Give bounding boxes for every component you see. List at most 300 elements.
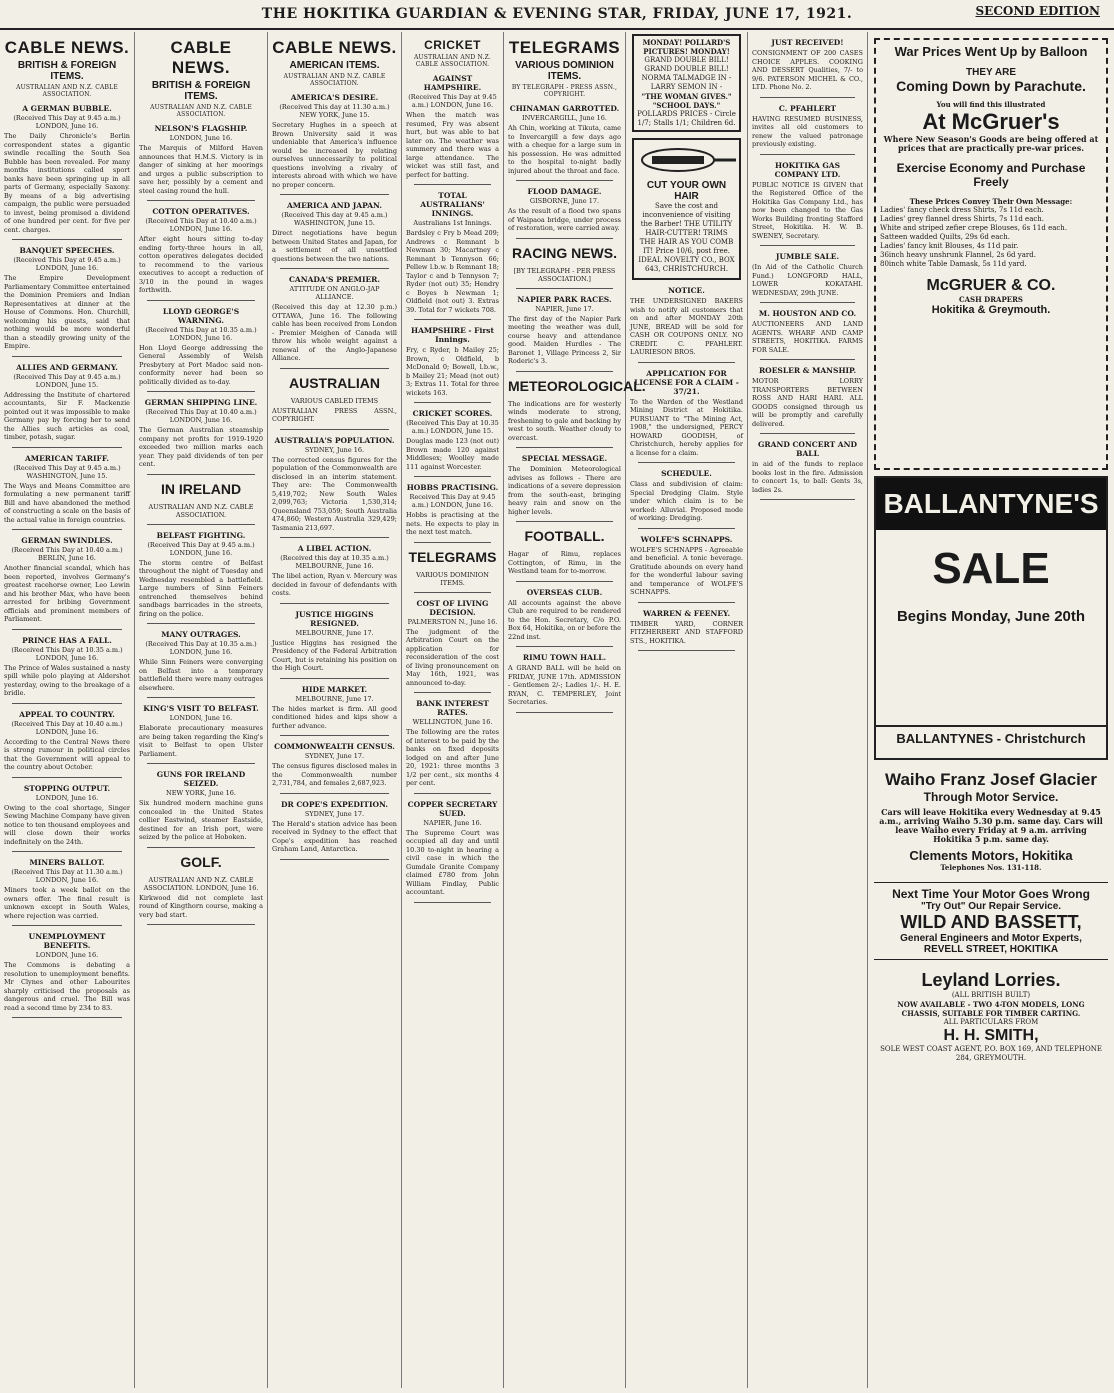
article-dateline: GISBORNE, June 17. <box>529 197 600 205</box>
article-body: After eight hours sitting to-day ending forty-three hours in all, cotton operatives delegates decided to recommend to the various executives to accept a reduction of 3/10 in the pound in wages forthwith. <box>139 235 263 294</box>
article-title: AMERICAN TARIFF. <box>24 453 110 463</box>
article-dateline: (Received This day at 9.45 a.m.) WASHINGTON, June 15. <box>281 211 388 227</box>
article-title: APPEAL TO COUNTRY. <box>19 709 115 719</box>
article-body: Fry, c Ryder, b Mailey 25; Brown, c Oldfield, b McDonald 0; Bowell, l.b.w., b Mailey 21; Mead (not out) 3; Extras 11. Total for three wickets 163. <box>406 346 499 397</box>
article-dateline: VARIOUS CABLED ITEMS <box>290 396 379 405</box>
article-body: The hides market is firm. All good conditioned hides and kips show a further advance. <box>272 704 397 730</box>
column-heading: TELEGRAMS <box>508 38 621 57</box>
article-dateline: PALMERSTON N., June 16. <box>407 617 498 626</box>
article-body: WOLFE'S SCHNAPPS - Agreeable and beneficial. A tonic beverage. Gratitude abounds on every hand for the wonderful labour saving and temperance of WOLFE'S SCHNAPPS. <box>630 545 743 596</box>
article <box>630 369 743 464</box>
divider <box>280 429 389 430</box>
article <box>139 398 263 475</box>
article-title: NOTICE. <box>668 286 705 295</box>
article-body: All accounts against the above Club are required to be rendered to the Hon. Secretary, C/o P.O. Box 64, Hokitika, on or before the 22nd inst. <box>508 598 621 641</box>
article <box>272 800 397 860</box>
article <box>508 528 621 582</box>
article-title: CHINAMAN GARROTTED. <box>509 104 620 113</box>
article-dateline: Received This Day at 9.45 a.m.) LONDON, June 16. <box>409 493 496 509</box>
article-title: STOPPING OUTPUT. <box>23 783 111 793</box>
article-title: COMMONWEALTH CENSUS. <box>274 742 395 751</box>
divider <box>12 703 122 704</box>
article-title: RACING NEWS. <box>512 244 617 261</box>
article-title: JUSTICE HIGGINS RESIGNED. <box>295 609 374 628</box>
article-dateline: AUSTRALIAN AND N.Z. CABLE ASSOCIATION. <box>148 502 254 519</box>
article <box>139 770 263 848</box>
article-dateline: (Received this day at 10.35 a.m.) MELBOURNE, June 16. <box>280 554 389 570</box>
column-heading: CABLE NEWS. <box>272 38 397 57</box>
article-dateline: WELLINGTON, June 16. <box>412 718 493 726</box>
leyland-sub: (ALL BRITISH BUILT) <box>951 991 1031 999</box>
article-body: The census figures disclosed males in the Commonwealth number 2,731,784, and females 2,687,923. <box>272 762 397 787</box>
article-title: M. HOUSTON AND CO. <box>758 309 857 318</box>
article-dateline: MELBOURNE, June 17. <box>295 628 374 637</box>
article-body: The German Australian steamship company net profits for 1919-1920 exceeded two million marks each year. They paid dividends of ten per cent. <box>139 426 263 468</box>
article <box>630 535 743 603</box>
divider <box>280 368 389 369</box>
article-dateline: SYDNEY, June 17. <box>304 809 365 818</box>
article-dateline: ATTITUDE ON ANGLO-JAP ALLIANCE. <box>289 285 380 301</box>
divider <box>12 447 122 448</box>
article-title: NAPIER PARK RACES. <box>517 294 612 304</box>
hair-cutter-icon <box>638 144 738 176</box>
article-body: The Daily Chronicle's Berlin correspondent states a gigantic swindle recalling the South Sea Bubble has been revealed. For many months institutions called sport banks have been springing up in all parts of Germany, especially Saxony. By means of a big advertising campaign, the public were persuaded to invest, being promised a dividend of one hundred per cent. for five per cent. charges. <box>4 132 130 234</box>
article <box>508 454 621 522</box>
mcgruer-line: Exercise Economy and Purchase Freely <box>896 161 1086 189</box>
column-subheading: VARIOUS DOMINION ITEMS. <box>515 60 614 82</box>
wild-location: REVELL STREET, HOKITIKA <box>923 944 1059 955</box>
divider <box>414 902 491 903</box>
article-dateline: (Received This Day at 9.45 a.m.) LONDON, June 16. <box>13 256 121 272</box>
divider <box>147 200 255 201</box>
article <box>139 531 263 625</box>
article <box>406 74 499 185</box>
article-body: The first day of the Napier Park meeting the weather was dull, course heavy and attendance good. Maiden Hurdles - The Baronet 1, Village Princess 2, Sir Roderic's 3. <box>508 314 621 365</box>
column-telegrams <box>504 32 646 1388</box>
ballantyne-name: BALLANTYNE'S <box>876 478 1106 530</box>
article-list <box>272 93 397 860</box>
price-list <box>880 206 1102 269</box>
article-dateline: LONDON, June 16. <box>35 793 99 802</box>
article-title: PRINCE HAS A FALL. <box>22 635 112 645</box>
article <box>752 309 863 360</box>
article-body: While Sinn Feiners were converging on Belfast into a temporary battlefield there were many outrages elsewhere. <box>139 658 263 692</box>
agency-credit: AUSTRALIAN AND N.Z. CABLE ASSOCIATION. <box>16 84 118 98</box>
article <box>752 104 863 155</box>
article-title: SCHEDULE. <box>661 469 712 478</box>
article <box>139 307 263 393</box>
article-title: HOBBS PRACTISING. <box>406 483 499 492</box>
leyland-address: SOLE WEST COAST AGENT, P.O. BOX 169, AND TELEPHONE 284, GREYMOUTH. <box>880 1045 1102 1062</box>
divider <box>760 433 855 434</box>
divider <box>280 194 389 195</box>
divider <box>280 268 389 269</box>
article <box>272 742 397 794</box>
article-dateline: SYDNEY, June 17. <box>304 752 365 760</box>
article-dateline: Australians 1st Innings. <box>413 219 492 227</box>
article-body: When the match was resumed, Fry was absent hurt, but was able to bat later on. The weather was summery and there was a large attendance. The wicket was still fast, and perfect for batting. <box>406 111 499 179</box>
article-body: The following are the rates of interest to be paid by the banks on fixed deposits lodged on and after June 20, 1921: three months 3 1/2 per cent., six months 4 per cent. <box>406 728 499 787</box>
article-body: A GRAND BALL will be held on FRIDAY, JUNE 17th. ADMISSION - Gentlemen 2/-; Ladies 1/-. H. E. RYAN, C. TEMPERLEY, Joint Secretaries. <box>508 664 621 706</box>
article <box>272 544 397 604</box>
article-body: Bardsley c Fry b Mead 209; Andrews c Remnant b Newman 30; Macartney c Remnant b Tennyson 66; Pellew l.b.w. b Remnant 18; Taylor c and b Tennyson 7; Ryder (not out) 35; Hendry c Boyes b Newman 1; Oldfield (not out) 3. Extras 39. Total for 7 wickets 708. <box>406 229 499 314</box>
article-body: The Empire Development Parliamentary Committee entertained the Dominion Premiers and Indian Representatives at dinner at the House of Commons. Hon. Churchill, welcoming his guests, said that nothing would be more wonderful than a steadily growing unity of the Empire. <box>4 274 130 350</box>
wild-firm-sub: General Engineers and Motor Experts, <box>900 933 1082 944</box>
masthead <box>0 0 1114 30</box>
article-title: AGAINST HAMPSHIRE. <box>423 74 482 92</box>
article-body: Miners took a week ballot on the owners offer. The final result is unknown except in South Wales, where rejection was carried. <box>4 886 130 920</box>
article-title: GERMAN SHIPPING LINE. <box>144 398 258 407</box>
mcgruer-locations: Hokitika & Greymouth. <box>931 304 1051 316</box>
article <box>508 653 621 713</box>
article <box>406 409 499 477</box>
article-title: DR COPE'S EXPEDITION. <box>280 799 389 809</box>
mcgruer-line: Coming Down by Parachute. <box>896 78 1086 94</box>
article-body: The judgment of the Arbitration Court on the application for reconsideration of the cost of living pronouncement on May 16th, 1921, was announced to-day. <box>406 627 499 687</box>
agency-credit: BY TELEGRAPH - PRESS ASSN., COPYRIGHT. <box>511 84 618 98</box>
article-dateline: (Received This Day at 10.40 a.m.) BERLIN, June 16. <box>11 546 123 562</box>
article-body: Hobbs is practising at the nets. He expects to play in the next test match. <box>406 511 499 536</box>
article <box>4 363 130 448</box>
mcgruer-line: You will find this illustrated <box>936 100 1046 109</box>
pollards-pictures-ad <box>632 34 741 132</box>
divider <box>638 602 735 603</box>
article <box>508 245 621 289</box>
divider <box>414 402 491 403</box>
divider <box>147 300 255 301</box>
article-title: CANADA'S PREMIER. <box>288 275 381 284</box>
article <box>4 104 130 240</box>
article <box>272 436 397 539</box>
divider <box>414 476 491 477</box>
waiho-body: Cars will leave Hokitika every Wednesday at 9.45 a.m., arriving Waiho 5.30 p.m. same day. Cars will leave Waiho every Friday at 9 a.m. arriving Hokitika 5 p.m. same day. <box>879 807 1103 844</box>
divider <box>12 239 122 240</box>
article <box>406 549 499 593</box>
article-title: APPLICATION FOR LICENSE FOR A CLAIM - 37/21. <box>634 368 739 396</box>
pictures-line: POLLARDS PRICES - Circle 1/7; Stalls 1/1; Children 6d. <box>637 110 736 127</box>
column-cable-british-2 <box>135 32 268 1388</box>
column-subheading: BRITISH & FOREIGN ITEMS. <box>17 60 117 82</box>
leyland-ad <box>874 966 1108 1067</box>
article-title: FOOTBALL. <box>524 528 605 544</box>
mcgruer-ad <box>874 38 1108 470</box>
article-title: COTTON OPERATIVES. <box>152 207 250 216</box>
wild-firm: WILD AND BASSETT, <box>900 912 1082 932</box>
article-dateline: NAPIER, June 16. <box>423 818 482 827</box>
article-title: HAMPSHIRE - First Innings. <box>411 326 494 344</box>
price-item: Satteen wadded Quilts, 29s 6d each. <box>880 233 1011 241</box>
divider <box>414 692 491 693</box>
divider <box>147 763 255 764</box>
article-body: Hagar of Rimu, replaces Cottington, of Rimu, in the Westland team for to-morrow. <box>508 550 621 575</box>
divider <box>147 623 255 624</box>
column-cable-british-1 <box>0 32 135 1388</box>
article-title: WARREN & FEENEY. <box>642 608 731 618</box>
article <box>508 588 621 648</box>
article-dateline: (Received This Day at 9.45 a.m.) LONDON, June 16. <box>408 93 497 109</box>
article <box>4 858 130 926</box>
mcgruer-firm-sub: CASH DRAPERS <box>959 295 1023 304</box>
article-dateline: [BY TELEGRAPH - PER PRESS ASSOCIATION.] <box>513 266 616 283</box>
article-title: ROESLER & MANSHIP. <box>758 366 857 375</box>
divider <box>516 288 613 289</box>
article-title: NELSON'S FLAGSHIP. <box>154 124 248 133</box>
article-dateline: (Received This Day at 10.35 a.m.) LONDON, June 16. <box>11 645 123 662</box>
article-title: SPECIAL MESSAGE. <box>521 454 608 463</box>
article-dateline: VARIOUS DOMINION ITEMS. <box>416 570 489 587</box>
article-dateline: (Received This Day at 10.35 a.m.) LONDON, June 16. <box>145 640 257 656</box>
article-body: To the Warden of the Westland Mining District at Hokitika. PURSUANT to "The Mining Act, 1908," the undersigned, PERCY HOWARD GOODISH, of Christchurch, hereby applies for a license for a claim. <box>630 397 743 457</box>
article-body: The libel action, Ryan v. Mercury was decided in favour of defendants with costs. <box>272 572 397 597</box>
article-body: THE UNDERSIGNED BAKERS wish to notify all customers that on and after MONDAY 20th JUNE, BREAD will be sold for CASH OR COUPONS ONLY. NO CREDIT. C. PFAHLERT. LAURIESON BROS. <box>630 297 743 356</box>
pictures-line: GRAND DOUBLE BILL! GRAND DOUBLE BILL! <box>644 56 729 73</box>
divider <box>414 184 491 185</box>
mcgruer-line: These Prices Convey Their Own Message: <box>909 197 1073 206</box>
column-cable-american <box>268 32 402 1388</box>
article <box>4 710 130 778</box>
article-body: Owing to the coal shortage, Singer Sewing Machine Company have given notice to ten thousand employees and will close down their works indefinitely on the 24th. <box>4 803 130 846</box>
article <box>139 704 263 764</box>
price-item: Ladies' grey flannel dress Shirts, 7s 11d each. <box>880 215 1045 223</box>
article-list <box>406 74 499 903</box>
article-title: RIMU TOWN HALL. <box>522 653 607 662</box>
article-dateline: (Received This Day at 11.30 a.m.) LONDON, June 16. <box>11 868 123 884</box>
article-title: JUST RECEIVED! <box>771 38 844 47</box>
divider <box>280 793 389 794</box>
article-body: According to the Central News there is strong rumour in political circles that the Government will appeal to the country about October. <box>4 737 130 771</box>
article-body: Douglas made 123 (not out) Brown made 120 against Middlesex; Woolley made 111 against Worcester. <box>406 437 499 471</box>
article-body: Six hundred modern machine guns concealed in the United States collier Eastwind, steamer Eastside, destined for an Irish port, were seized by the police at Hoboken. <box>139 799 263 841</box>
article-title: OVERSEAS CLUB. <box>526 587 603 597</box>
article-title: AUSTRALIAN <box>289 374 380 391</box>
article-body: Hon Lloyd George addressing the General Assembly of Welsh Presbytery at Port Madoc said non-conformity never had been so politically divided as to-day. <box>139 343 263 386</box>
pictures-line: "THE WOMAN GIVES." "SCHOOL DAYS." <box>641 92 732 110</box>
divider <box>638 462 735 463</box>
article-title: MANY OUTRAGES. <box>161 630 241 639</box>
pictures-line: NORMA TALMADGE IN - LARRY SEMON IN - <box>641 74 732 91</box>
divider <box>760 154 855 155</box>
article-title: HOKITIKA GAS COMPANY LTD. <box>774 160 841 179</box>
article-title: BANQUET SPEECHES. <box>19 246 115 255</box>
article-body: The Commons is debating a resolution to unemployment benefits. Mr Clynes and other Labourites sharply criticised the proposals as dangerous and cruel. The Bill was read a second time by 234 to 83. <box>4 961 130 1012</box>
article-title: GRAND CONCERT AND BALL <box>758 440 857 458</box>
leyland-body: NOW AVAILABLE - TWO 4-TON MODELS, LONG CHASSIS, SUITABLE FOR TIMBER CARTING. <box>897 1000 1085 1018</box>
article-body: PUBLIC NOTICE IS GIVEN that the Registered Office of the Hokitika Gas Company Ltd., has now been changed to the Gas Works Building fronting Stafford Street, Hokitika. H. W. B. SWENEY, Secretary. <box>752 180 863 240</box>
article <box>406 191 499 320</box>
article-body: TIMBER YARD, CORNER FITZHERBERT AND STAFFORD STS., HOKITIKA. <box>630 619 743 645</box>
divider <box>147 391 255 392</box>
column-heading: CABLE NEWS. <box>170 38 232 77</box>
divider <box>516 238 613 239</box>
waiho-phone: Telephones Nos. 131-118. <box>940 863 1042 872</box>
article-title: WOLFE'S SCHNAPPS. <box>640 534 733 544</box>
article-title: COST OF LIVING DECISION. <box>416 598 489 617</box>
article-body: The Dominion Meteorological advises as follows - There are indications of a severe depression from the south-east, bringing heavy rain and snow on the higher levels. <box>508 465 621 516</box>
article-body: The Marquis of Milford Haven announces that H.M.S. Victory is in danger of sinking at her moorings and urges a public subscription to save her, possibly by a cement and steel casing round the hull. <box>139 144 263 195</box>
article <box>508 104 621 181</box>
divider <box>280 859 389 860</box>
divider <box>12 851 122 852</box>
divider <box>516 646 613 647</box>
article-title: HIDE MARKET. <box>301 684 368 694</box>
divider <box>414 793 491 794</box>
article <box>406 483 499 543</box>
divider <box>147 524 255 525</box>
agency-credit: AUSTRALIAN AND N.Z. CABLE ASSOCIATION. <box>283 73 386 87</box>
article-list <box>139 124 263 925</box>
article <box>406 326 499 403</box>
waiho-sub: Through Motor Service. <box>923 790 1059 804</box>
article-body: Justice Higgins has resigned the Presidency of the Federal Arbitration Court, but is retaining his position on the High Court. <box>272 638 397 672</box>
article <box>4 454 130 531</box>
article-body: As the result of a flood two spans of Waipaoa bridge, under process of restoration, were carried away. <box>508 207 621 232</box>
article-dateline: NEW YORK, June 16. <box>166 789 236 797</box>
article-body: Direct negotiations have begun between United States and Japan, for a settlement of all unsettled questions between the two nations. <box>272 229 397 263</box>
divider <box>760 245 855 246</box>
column-display-ads <box>868 32 1114 1388</box>
divider <box>516 371 613 372</box>
article-body: The Supreme Court was occupied all day and until 10.30 to-night in hearing a civil case in which the Gumdale Granite Company claimed £780 from John William Findlay, Public accountant. <box>406 828 499 896</box>
article-dateline: (Received This Day at 9.45 a.m.) WASHINGTON, June 15. <box>13 463 121 480</box>
article-dateline: INVERCARGILL, June 16. <box>522 114 607 122</box>
article-body: The Herald's station advice has been received in Sydney to the effect that Cope's expedition has reached Graham Land, Antarctica. <box>272 819 397 853</box>
article-dateline: (Received This Day at 10.35 a.m.) LONDON, June 15. <box>406 419 499 435</box>
divider <box>414 542 491 543</box>
divider <box>147 474 255 475</box>
divider <box>12 629 122 630</box>
column-heading: CRICKET <box>424 38 481 52</box>
price-item: 80inch white Table Damask, 5s 11d yard. <box>880 260 1027 268</box>
divider <box>280 678 389 679</box>
article <box>406 599 499 694</box>
article-dateline: (Received This Day at 10.40 a.m.) LONDON, June 16. <box>145 217 257 233</box>
ballantyne-footer: BALLANTYNES - Christchurch <box>876 725 1106 746</box>
waiho-firm: Clements Motors, Hokitika <box>909 848 1073 863</box>
article-body: The Prince of Wales sustained a nasty spill while polo playing at Aldershot yesterday, owing to the breakage of a bridle. <box>4 663 130 697</box>
article-dateline: (Received This Day at 9.45 a.m.) LONDON, June 16. <box>147 540 255 557</box>
article-body: The Ways and Means Committee are formulating a new permanent tariff Bill and have abandoned the method of constructing a scale on the basis of the actual value in foreign countries. <box>4 481 130 524</box>
article-title: FLOOD DAMAGE. <box>527 187 602 196</box>
article-list <box>508 104 646 713</box>
agency-credit: AUSTRALIAN AND N.Z. CABLE ASSOCIATION. <box>413 54 492 68</box>
article-dateline: (Received This Day at 10.35 a.m.) LONDON, June 16. <box>145 325 257 342</box>
ballantyne-ad <box>874 476 1108 760</box>
article <box>406 699 499 794</box>
hair-cutter-body: Save the cost and inconvenience of visiting the Barber! THE UTILITY HAIR-CUTTER! TRIMS THE HAIR AS YOU COMB IT! Price 10/6, post free. IDEAL NOVELTY CO., BOX 643, CHRISTCHURCH. <box>638 202 735 273</box>
divider <box>12 356 122 357</box>
article <box>630 609 743 652</box>
divider <box>638 650 735 651</box>
column-advertisements-2 <box>748 32 868 1388</box>
divider <box>280 603 389 604</box>
mcgruer-firm: McGRUER & CO. <box>926 277 1056 294</box>
newspaper-title: THE HOKITIKA GUARDIAN & EVENING STAR, FRIDAY, JUNE 17, 1921. <box>261 6 853 22</box>
article-title: AMERICA AND JAPAN. <box>286 201 383 210</box>
divider <box>147 847 255 848</box>
divider <box>516 581 613 582</box>
article <box>406 800 499 903</box>
article-body: The indications are for westerly winds moderate to strong, freshening to gale and backing by west to south. Weather cloudy to overcast. <box>508 399 621 442</box>
article-body: (Received this day at 12.30 p.m.) OTTAWA, June 16. The following cable has been received from London - Premier Meighen of Canada will throw his whole weight against a renewal of the Anglo-Japanese Alliance. <box>272 303 397 362</box>
notice-list <box>752 38 863 500</box>
divider <box>516 712 613 713</box>
price-item: 36inch heavy unshrunk Flannel, 2s 6d yard. <box>880 251 1036 259</box>
divider <box>12 925 122 926</box>
article-title: LLOYD GEORGE'S WARNING. <box>162 306 240 325</box>
article-title: TOTAL AUSTRALIANS' INNINGS. <box>420 191 485 218</box>
article-body: MOTOR LORRY TRANSPORTERS BETWEEN ROSS AND HARI HARI. ALL GOODS consigned through us will be promptly and carefully delivered. <box>752 377 863 428</box>
article <box>752 440 863 500</box>
article-title: GOLF. <box>180 853 222 870</box>
divider <box>760 499 855 500</box>
agency-credit: AUSTRALIAN AND N.Z. CABLE ASSOCIATION. <box>150 104 252 118</box>
article-dateline: MELBOURNE, June 17. <box>295 694 374 703</box>
article-title: CRICKET SCORES. <box>412 409 493 418</box>
article-body: AUSTRALIAN PRESS ASSN., COPYRIGHT. <box>272 406 397 423</box>
divider <box>638 528 735 529</box>
article-body: Addressing the Institute of chartered accountants, Sir F. Mackenzie pointed out it was impossible to make Germany pay by forcing her to send the Allies such articles as coal, timber, potash, sugar. <box>4 390 130 441</box>
article-body: Class and subdivision of claim: Special Dredging Claim. Style under which claim is to be worked: Alluvial. Proposed mode of working: Dredging. <box>630 480 743 522</box>
article-title: C. PFAHLERT <box>778 103 837 113</box>
price-item: Ladies' fancy check dress Shirts, 7s 11d each. <box>880 206 1044 214</box>
article <box>752 161 863 247</box>
mcgruer-name: At McGruer's <box>922 109 1060 134</box>
article-title: MINERS BALLOT. <box>29 858 105 867</box>
hair-cutter-ad <box>632 138 741 280</box>
article-dateline: NAPIER, June 17. <box>535 304 594 313</box>
article <box>272 93 397 195</box>
article <box>139 481 263 525</box>
article-dateline: SYDNEY, June 16. <box>304 445 365 454</box>
waiho-ad <box>874 766 1108 876</box>
article <box>752 252 863 303</box>
article-dateline: AUSTRALIAN AND N.Z. CABLE ASSOCIATION. LONDON, June 16. <box>143 875 259 892</box>
divider <box>12 1017 122 1018</box>
article-title: BANK INTEREST RATES. <box>416 699 489 717</box>
article-body: Elaborate precautionary measures are being taken regarding the King's visit to Belfast to open Ulster Parliament. <box>139 724 263 758</box>
article-title: IN IRELAND <box>160 480 242 497</box>
wild-try: "Try Out" Our Repair Service. <box>920 901 1062 912</box>
article <box>139 207 263 301</box>
divider <box>12 777 122 778</box>
divider <box>760 359 855 360</box>
article-body: in aid of the funds to replace books lost in the fire. Admission to concert 1s, to ball: Gents 3s, ladies 2s. <box>752 460 863 494</box>
ballantyne-sale: SALE <box>932 544 1050 593</box>
article <box>4 784 130 853</box>
divider <box>147 924 255 925</box>
article-title: BELFAST FIGHTING. <box>156 530 246 540</box>
column-subheading: AMERICAN ITEMS. <box>289 60 380 71</box>
divider <box>12 529 122 530</box>
article-dateline: (Received This Day at 10.40 a.m.) LONDON, June 16. <box>11 719 123 736</box>
article <box>272 610 397 679</box>
article-body: Another financial scandal, which has been reported, involves Germany's greatest racehorse owner, Leo Lewin and his brother Max, who have been arrested for bribing Government officials and prominent members of Parliament. <box>4 564 130 623</box>
article <box>272 375 397 430</box>
article-title: ALLIES AND GERMANY. <box>16 362 118 372</box>
article-dateline: LONDON, June 16. <box>35 951 99 959</box>
ballantyne-begins: Begins Monday, June 20th <box>896 608 1086 625</box>
divider <box>516 521 613 522</box>
article <box>272 201 397 269</box>
article-title: TELEGRAMS <box>408 548 497 565</box>
article-dateline: (Received This Day at 10.40 a.m.) LONDON, June 16. <box>145 408 257 424</box>
column-heading: CABLE NEWS. <box>4 38 130 57</box>
article-body: (In Aid of the Catholic Church Fund.) LONGFORD HALL, LOWER KOKATAHI. WEDNESDAY, 29th JUNE. <box>752 263 863 297</box>
article <box>752 366 863 434</box>
edition-label: SECOND EDITION <box>975 4 1100 18</box>
article <box>630 469 743 529</box>
article-title: AUSTRALIA'S POPULATION. <box>274 435 395 445</box>
